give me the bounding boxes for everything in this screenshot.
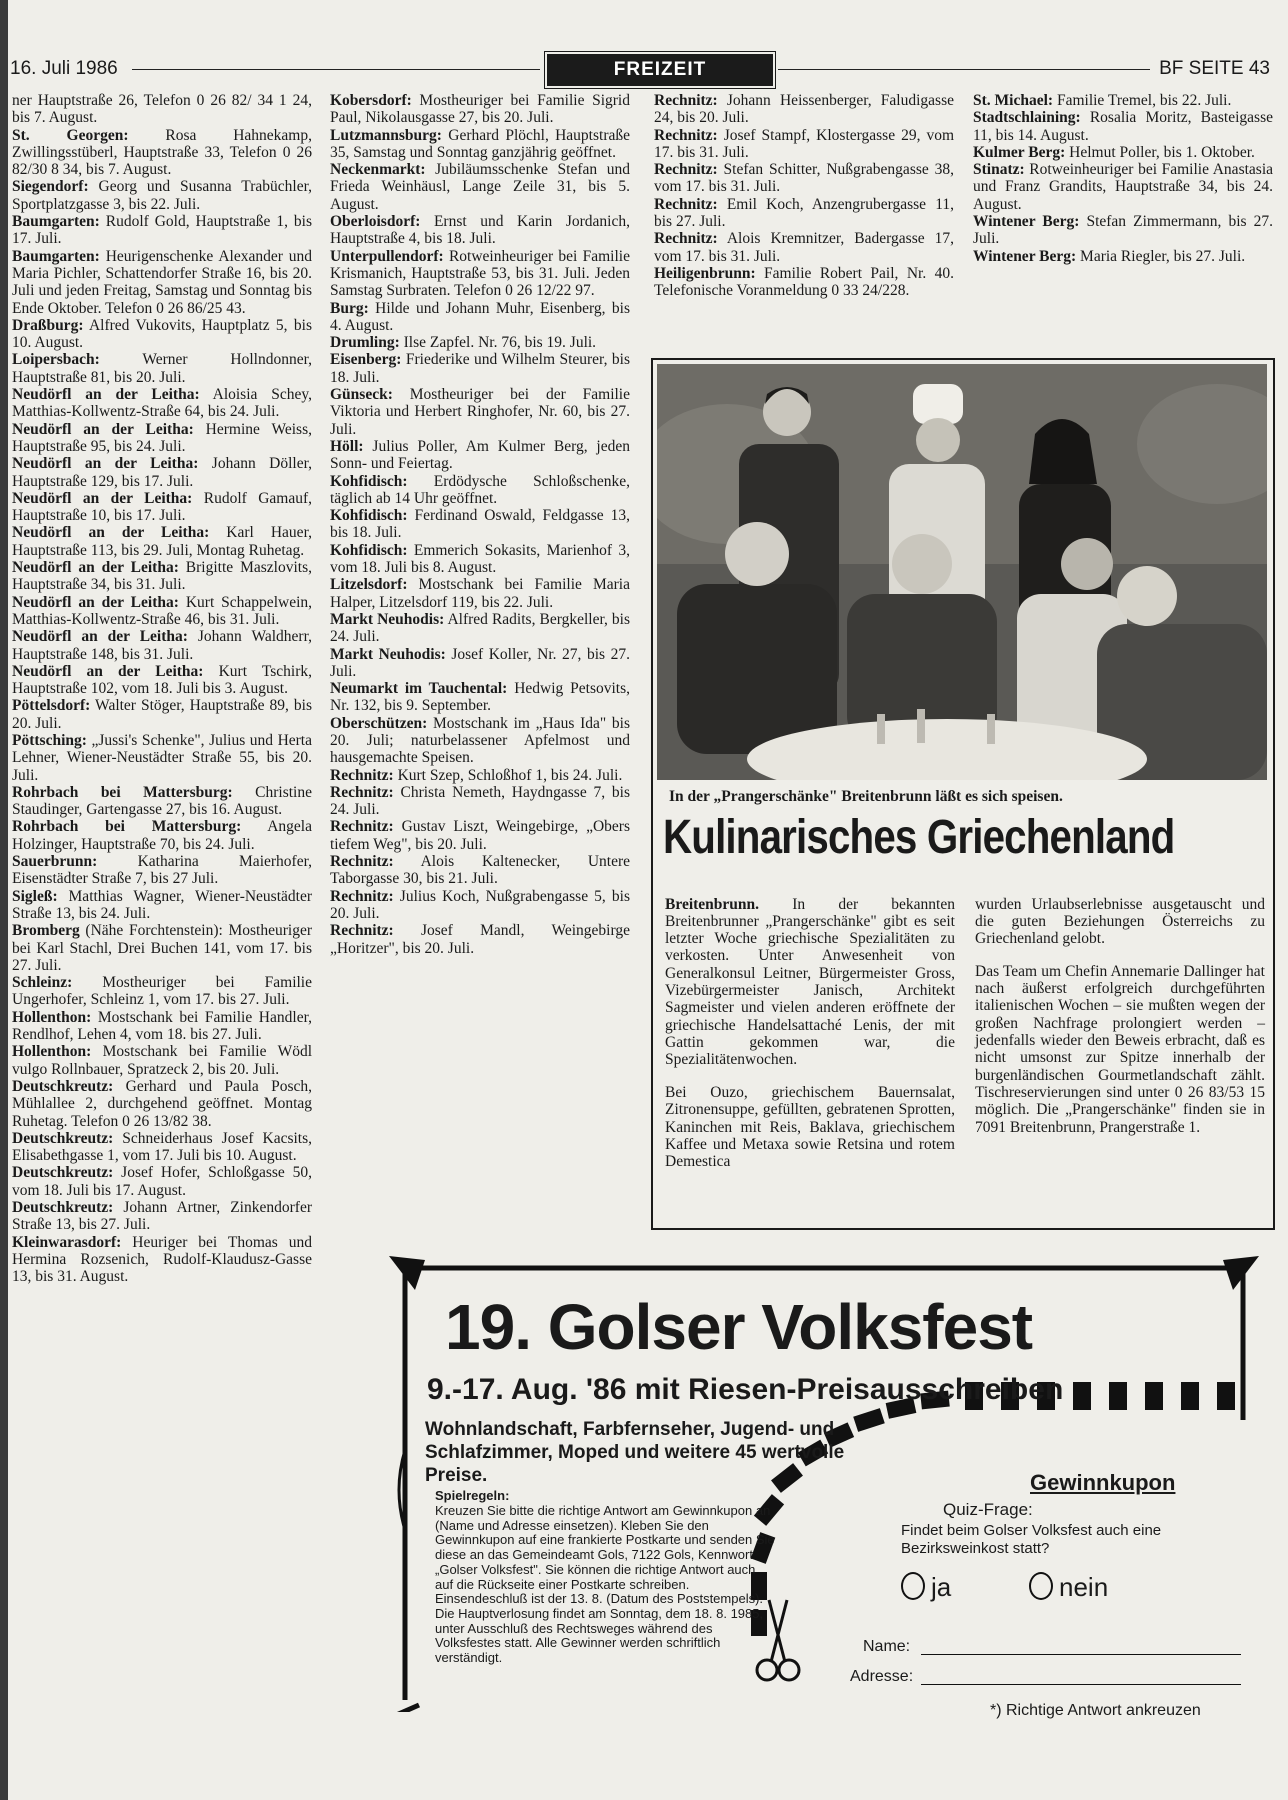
listing-entry [654, 196, 954, 231]
ad-subtitle: 9.-17. Aug. '86 mit Riesen-Preisausschreiben [427, 1373, 1064, 1406]
listing-entry [12, 317, 312, 352]
entry-place: Schleinz: [12, 974, 73, 992]
entry-details: Werner Hollndonner, Hauptstraße 81, bis 20. Juli. [12, 351, 312, 386]
listing-entry [973, 144, 1273, 161]
entry-details: Aloisia Schey, Matthias-Kollwentz-Straße 64, bis 24. Juli. [12, 386, 312, 421]
article-body-column-1 [665, 880, 955, 1186]
listing-entry [12, 1199, 312, 1234]
listing-entry [12, 697, 312, 732]
entry-details: Stefan Zimmermann, bis 27. Juli. [973, 213, 1273, 248]
article-box [651, 358, 1275, 1230]
entry-details: Friederike und Wilhelm Steurer, bis 18. Juli. [330, 351, 630, 386]
entry-place: Kohfidisch: [330, 541, 408, 559]
entry-place: Rechnitz: [330, 783, 394, 801]
listing-entry [330, 473, 630, 508]
entry-details: Katharina Maierhofer, Eisenstädter Straße 7, bis 27 Juli. [12, 853, 312, 888]
entry-details: Rosa Hahnekamp, Zwillingsstüberl, Hauptstraße 33, Telefon 0 26 82/30 8 34, bis 7. August. [12, 126, 312, 179]
entry-place: Sigleß: [12, 887, 58, 905]
option-yes-label: ja [931, 1572, 952, 1602]
entry-place: Kulmer Berg: [973, 143, 1066, 161]
entry-place: Baumgarten: [12, 213, 100, 231]
entry-place: St. Michael: [973, 92, 1054, 109]
listing-entry [12, 1009, 312, 1044]
listing-column-2 [330, 92, 630, 957]
entry-place: Sauerbrunn: [12, 853, 98, 871]
listing-entry [12, 248, 312, 317]
ad-prizes: Wohnlandschaft, Farbfernseher, Jugend- und Schlafzimmer, Moped und weitere 45 wertvolle Preise. [425, 1419, 845, 1486]
listing-entry [330, 542, 630, 577]
entry-place: Höll: [330, 437, 364, 455]
listing-entry [973, 248, 1273, 265]
entry-place: Loipersbach: [12, 351, 100, 369]
entry-place: Oberloisdorf: [330, 213, 421, 231]
entry-details: Angela Holzinger, Hauptstraße 70, bis 24. Juli. [12, 818, 312, 853]
coupon-footnote: *) Richtige Antwort ankreuzen [990, 1702, 1201, 1719]
entry-place: Neckenmarkt: [330, 161, 426, 179]
entry-place: Neudörfl an der Leitha: [12, 593, 179, 611]
listing-entry [12, 351, 312, 386]
entry-details: Christa Nemeth, Haydngasse 7, bis 24. Juli. [330, 783, 630, 819]
entry-place: Günseck: [330, 386, 393, 404]
entry-details: Brigitte Maszlovits, Hauptstraße 34, bis 31. Juli. [12, 559, 312, 594]
listing-entry [12, 732, 312, 784]
entry-place: Rechnitz: [654, 230, 718, 248]
entry-details: Alois Kaltenecker, Untere Taborgasse 30, bis 21. Juli. [330, 853, 630, 888]
article-photo [657, 364, 1267, 780]
entry-place: Bromberg [12, 922, 80, 940]
listing-entry [330, 853, 630, 888]
entry-details: Rotweinheuriger bei Familie Anastasia und Franz Grandits, Hauptstraße 34, bis 24. August. [973, 161, 1273, 213]
entry-place: Neudörfl an der Leitha: [12, 455, 199, 473]
listing-entry [12, 663, 312, 698]
address-input-line[interactable] [921, 1684, 1241, 1685]
entry-place: Kleinwarasdorf: [12, 1233, 122, 1251]
rules-heading: Spielregeln: [435, 1488, 510, 1503]
entry-details: Familie Tremel, bis 22. Juli. [1053, 92, 1232, 109]
radio-circle-icon [1029, 1572, 1053, 1600]
entry-place: Heiligenbrunn: [654, 264, 756, 282]
listing-entry [12, 784, 312, 819]
entry-details: Ernst und Karin Jordanich, Hauptstraße 4, bis 18. Juli. [330, 213, 630, 248]
listing-entry [12, 490, 312, 525]
entry-place: Pöttelsdorf: [12, 697, 91, 715]
listing-entry [12, 559, 312, 594]
entry-place: Wintener Berg: [973, 213, 1080, 231]
listing-entry [330, 646, 630, 681]
entry-details: Helmut Poller, bis 1. Oktober. [1065, 143, 1255, 161]
entry-details: Heuriger bei Thomas und Hermina Rozsenich, Rudolf-Klaudusz-Gasse 13, bis 31. August. [12, 1233, 312, 1286]
article-headline: Kulinarisches Griechenland [663, 811, 1175, 864]
listing-entry [12, 386, 312, 421]
entry-details: Mostheuriger bei Familie Ungerhofer, Schleinz 1, vom 17. bis 27. Juli. [12, 974, 312, 1009]
entry-place: Oberschützen: [330, 714, 428, 732]
entry-place: Draßburg: [12, 316, 84, 334]
entry-details: Johann Artner, Zinkendorfer Straße 13, bis 27. Juli. [12, 1199, 312, 1234]
entry-place: Hollenthon: [12, 1008, 92, 1026]
listing-entry [330, 161, 630, 213]
entry-place: Rechnitz: [654, 195, 718, 213]
entry-details: Karl Hauer, Hauptstraße 113, bis 29. Juli, Montag Ruhetag. [12, 524, 312, 559]
listing-entry [330, 438, 630, 473]
entry-place: Neudörfl an der Leitha: [12, 628, 188, 646]
entry-details: „Jussi's Schenke", Julius und Herta Lehner, Wiener-Neustädter Straße 55, bis 20. Juli. [12, 731, 312, 784]
listing-entry [12, 92, 312, 127]
entry-details: Julius Koch, Nußgrabengasse 5, bis 20. Juli. [330, 887, 630, 922]
listing-entry [12, 1164, 312, 1199]
quiz-label: Quiz-Frage: [943, 1500, 1033, 1519]
quiz-question: Findet beim Golser Volksfest auch eine Bezirksweinkost statt? [901, 1522, 1162, 1557]
entry-details: Josef Mandl, Weingebirge „Horitzer", bis 20. Juli. [330, 922, 630, 957]
entry-place: Eisenberg: [330, 351, 402, 369]
listing-entry [973, 161, 1273, 213]
entry-place: Neumarkt im Tauchental: [330, 680, 508, 698]
entry-details: Alois Kremnitzer, Badergasse 17, vom 17. bis 31. Juli. [654, 230, 954, 265]
entry-details: Kurt Tschirk, Hauptstraße 102, vom 18. Juli bis 3. August. [12, 662, 312, 698]
entry-place: Stadtschlaining: [973, 109, 1081, 127]
listing-entry [12, 974, 312, 1009]
entry-place: Kobersdorf: [330, 92, 412, 109]
entry-details: Mostschank bei Familie Maria Halper, Litzelsdorf 119, bis 22. Juli. [330, 576, 630, 611]
entry-details: Ferdinand Oswald, Feldgasse 13, bis 18. Juli. [330, 507, 630, 542]
entry-details: Das Team um Chefin Annemarie Dallinger hat nach äußerst erfolgreich durchgeführten italienischen Wochen – sie mußten wegen der großen Nachfrage prolongiert werden – jedenfalls wieder den Beweis erbracht, daß es nicht umsonst zur Spitze innerhalb der burgenländischen Gourmetlandschaft zählt. Tischreservierungen sind unter 0 26 83/53 15 möglich. Die „Prangerschänke" finden sie in 7091 Breitenbrunn, Prangerstraße 1. [975, 962, 1265, 1136]
listing-entry [330, 300, 630, 335]
entry-place: Deutschkreutz: [12, 1129, 114, 1147]
listing-entry [12, 818, 312, 853]
page-binding-edge [0, 0, 8, 1800]
listing-entry [330, 611, 630, 646]
radio-circle-icon [901, 1572, 925, 1600]
rules-text: Kreuzen Sie bitte die richtige Antwort am Gewinnkupon an (Name und Adresse einsetzen). Kleben Sie den Gewinnkupon auf eine frankierte Postkarte und senden Sie diese an das Gemeindeamt Gols, 7122 Gols, Kennwort „Golser Volksfest". Sie können die richtige Antwort auch auf die Rückseite einer Postkarte schreiben. Einsendeschluß ist der 13. 8. (Datum des Poststempels). Die Hauptverlosung findet am Sonntag, dem 18. 8. 1985, unter Ausschluß des Rechtsweges während des Volksfestes statt. Alle Gewinner werden schriftlich verständigt. [435, 1503, 775, 1666]
entry-place: Kohfidisch: [330, 507, 408, 525]
listing-entry [654, 161, 954, 196]
entry-details: Johann Döller, Hauptstraße 129, bis 17. Juli. [12, 455, 312, 490]
ad-title: 19. Golser Volksfest [445, 1291, 1033, 1363]
listing-column-3 [654, 92, 954, 300]
section-tag: FREIZEIT [547, 54, 773, 86]
listing-entry [12, 455, 312, 490]
listing-entry [12, 1234, 312, 1286]
listing-column-4 [973, 92, 1273, 265]
listing-entry [12, 853, 312, 888]
listing-entry [12, 524, 312, 559]
entry-place: Rohrbach bei Mattersburg: [12, 818, 242, 836]
entry-details: Maria Riegler, bis 27. Juli. [1076, 247, 1246, 265]
listing-entry [654, 230, 954, 265]
entry-details: Julius Poller, Am Kulmer Berg, jeden Sonn- und Feiertag. [330, 437, 630, 473]
listing-entry [330, 386, 630, 438]
entry-details: Walter Stöger, Hauptstraße 89, bis 20. Juli. [12, 697, 312, 732]
entry-place: Rechnitz: [654, 161, 718, 179]
entry-details: Gerhard Plöchl, Hauptstraße 35, Samstag und Sonntag ganzjährig geöffnet. [330, 126, 630, 161]
listing-entry [654, 127, 954, 162]
entry-details: Erdödysche Schloßschenke, täglich ab 14 Uhr geöffnet. [330, 472, 630, 507]
entry-place: Deutschkreutz: [12, 1199, 114, 1216]
entry-details: Mostschank bei Familie Wödl vulgo Rollnbauer, Spratzeck 2, bis 20. Juli. [12, 1043, 312, 1078]
entry-details: Stefan Schitter, Nußgrabengasse 38, vom 17. bis 31. Juli. [654, 161, 954, 196]
entry-details: Alfred Vukovits, Hauptplatz 5, bis 10. August. [12, 316, 312, 352]
page-number: BF SEITE 43 [1159, 58, 1270, 79]
listing-entry [665, 1084, 955, 1170]
listing-entry [973, 213, 1273, 248]
listing-entry [12, 127, 312, 179]
entry-place: Rechnitz: [330, 853, 394, 871]
entry-details: Christine Staudinger, Gartengasse 27, bis 16. August. [12, 783, 312, 819]
listing-entry [330, 127, 630, 162]
listing-entry [12, 421, 312, 456]
entry-details: Mostschank bei Familie Handler, Rendlhof, Lehen 4, vom 18. bis 27. Juli. [12, 1008, 312, 1044]
entry-place: Rechnitz: [330, 766, 394, 784]
entry-place: Siegendorf: [12, 178, 89, 196]
entry-place: Kohfidisch: [330, 472, 408, 490]
entry-place: Deutschkreutz: [12, 1077, 114, 1095]
listing-entry [12, 1130, 312, 1165]
entry-place: Rechnitz: [330, 922, 394, 940]
coupon-title: Gewinnkupon [1030, 1470, 1176, 1495]
entry-details: Gerhard und Paula Posch, Mühlallee 2, durchgehend geöffnet. Montag Ruhetag. Telefon 0 26 13/82 38. [12, 1077, 312, 1130]
entry-place: Neudörfl an der Leitha: [12, 662, 204, 680]
listing-entry [12, 213, 312, 248]
entry-details: Rudolf Gamauf, Hauptstraße 10, bis 17. Juli. [12, 489, 312, 525]
address-label: Adresse: [850, 1668, 914, 1685]
entry-place: Rechnitz: [330, 887, 394, 905]
listing-entry [12, 922, 312, 974]
listing-entry [975, 896, 1265, 948]
listing-entry [330, 680, 630, 715]
entry-details: Emil Koch, Anzengrubergasse 11, bis 27. Juli. [654, 195, 954, 231]
listing-entry [330, 334, 630, 351]
entry-details: Jubiläumsschenke Stefan und Frieda Weinhäusl, Lange Zeile 31, bis 5. August. [330, 161, 630, 213]
entry-details: Mostschank im „Haus Ida" bis 20. Juli; naturbelassener Apfelmost und hausgemachte Speisen. [330, 714, 630, 767]
entry-details: Rudolf Gold, Hauptstraße 1, bis 17. Juli. [12, 213, 312, 248]
entry-place: Stinatz: [973, 161, 1025, 179]
listing-entry [330, 248, 630, 300]
listing-entry [12, 594, 312, 629]
entry-details: Mostheuriger bei der Familie Viktoria und Herbert Ringhofer, Nr. 60, bis 27. Juli. [330, 386, 630, 438]
entry-details: Rotweinheuriger bei Familie Krismanich, Hauptstraße 53, bis 31. Juli. Jeden Samstag Surbraten. Telefon 0 26 12/22 97. [330, 247, 630, 300]
entry-details: In der bekannten Breitenbrunner „Prangerschänke" gibt es seit letzter Woche griechische Spezialitäten zu verkosten. Unter Anwesenheit von Generalkonsul Leitner, Bürgermeister Gross, Vizebürgermeister Janisch, Architekt Sagmeister und vielen anderen eröffnete der griechische Handelsattaché Lenis, der mit Gattin gekommen war, die Spezialitätenwochen. [665, 895, 955, 1069]
entry-details: Kurt Szep, Schloßhof 1, bis 24. Juli. [393, 766, 623, 784]
entry-place: Neudörfl an der Leitha: [12, 559, 179, 577]
entry-details: Ilse Zapfel. Nr. 76, bis 19. Juli. [399, 334, 597, 352]
entry-details: Johann Heissenberger, Faludigasse 24, bis 20. Juli. [654, 92, 954, 127]
volksfest-advertisement [375, 1250, 1273, 1719]
listing-entry [330, 784, 630, 819]
listing-entry [330, 351, 630, 386]
entry-place: Markt Neuhodis: [330, 610, 445, 628]
entry-place: Rechnitz: [330, 818, 394, 836]
entry-details: Mostheuriger bei Familie Sigrid Paul, Nikolausgasse 27, bis 20. Juli. [330, 92, 630, 127]
entry-place: Pöttsching: [12, 731, 87, 749]
photo-caption: In der „Prangerschänke" Breitenbrunn läßt es sich speisen. [669, 788, 1063, 805]
listing-entry [330, 888, 630, 923]
entry-place: Litzelsdorf: [330, 576, 408, 594]
entry-place: St. Georgen: [12, 126, 129, 144]
header-rule-right [778, 69, 1150, 70]
issue-date: 16. Juli 1986 [10, 58, 118, 79]
entry-details: Emmerich Sokasits, Marienhof 3, vom 18. Juli bis 8. August. [330, 541, 630, 577]
entry-details: Schneiderhaus Josef Kacsits, Elisabethgasse 1, vom 17. Juli bis 10. August. [12, 1129, 312, 1165]
entry-details: ner Hauptstraße 26, Telefon 0 26 82/ 34 1 24, bis 7. August. [12, 92, 312, 127]
article-body-column-2 [975, 880, 1265, 1151]
listing-column-1 [12, 92, 312, 1285]
option-no-checkbox[interactable] [1029, 1572, 1108, 1603]
listing-entry [330, 576, 630, 611]
listing-entry [12, 888, 312, 923]
entry-place: Rechnitz: [654, 126, 718, 144]
entry-details: Familie Robert Pail, Nr. 40. Telefonische Voranmeldung 0 33 24/228. [654, 264, 954, 300]
entry-details: Josef Stampf, Klostergasse 29, vom 17. bis 31. Juli. [654, 126, 954, 161]
entry-place: Baumgarten: [12, 247, 100, 265]
listing-entry [654, 92, 954, 127]
listing-entry [330, 818, 630, 853]
listing-entry [12, 178, 312, 213]
entry-details: Kurt Schappelwein, Matthias-Kollwentz-Straße 46, bis 31. Juli. [12, 593, 313, 628]
entry-place: Lutzmannsburg: [330, 126, 442, 144]
listing-entry [12, 1078, 312, 1130]
entry-place: Drumling: [330, 334, 400, 352]
entry-details: Gustav Liszt, Weingebirge, „Obers tiefem Weg", bis 20. Juli. [330, 818, 630, 853]
entry-place: Rohrbach bei Mattersburg: [12, 783, 233, 801]
name-label: Name: [863, 1638, 911, 1655]
entry-place: Neudörfl an der Leitha: [12, 420, 194, 438]
entry-details: Josef Koller, Nr. 27, bis 27. Juli. [330, 645, 630, 680]
page-header [10, 54, 1270, 86]
entry-details: Rosalia Moritz, Basteigasse 11, bis 14. August. [973, 109, 1273, 144]
listing-entry [330, 507, 630, 542]
entry-details: Hilde und Johann Muhr, Eisenberg, bis 4. August. [330, 299, 630, 334]
entry-details: Alfred Radits, Bergkeller, bis 24. Juli. [330, 610, 631, 646]
listing-entry [12, 628, 312, 663]
entry-details: Bei Ouzo, griechischem Bauernsalat, Zitronensuppe, gefüllten, gebratenen Sprotten, Kaninchen mit Reis, Baklava, griechischem Kaffee und Metaxa sowie Retsina und rotem Demestica [665, 1083, 955, 1171]
listing-entry [975, 963, 1265, 1136]
entry-details: Hedwig Petsovits, Nr. 132, bis 9. September. [330, 680, 630, 715]
listing-entry [330, 92, 630, 127]
entry-place: Markt Neuhodis: [330, 645, 446, 663]
entry-place: Neudörfl an der Leitha: [12, 489, 193, 507]
entry-details: Georg und Susanna Trabüchler, Sportplatzgasse 3, bis 22. Juli. [12, 178, 312, 213]
entry-place: Neudörfl an der Leitha: [12, 524, 210, 542]
listing-entry [973, 109, 1273, 144]
header-rule-left [132, 69, 540, 70]
entry-place: Burg: [330, 299, 369, 317]
entry-details: Heurigenschenke Alexander und Maria Pichler, Schattendorfer Straße 16, bis 20. Juli und jeden Freitag, Samstag und Sonntag bis Ende Oktober. Telefon 0 26 86/25 43. [12, 247, 312, 317]
option-yes-checkbox[interactable] [901, 1572, 951, 1603]
listing-entry [973, 92, 1273, 109]
entry-details: (Nähe Forchtenstein): Mostheuriger bei Karl Stachl, Drei Buchen 141, vom 17. bis 27. Juli. [12, 922, 312, 974]
listing-entry [330, 922, 630, 957]
listing-entry [654, 265, 954, 300]
listing-entry [665, 896, 955, 1069]
entry-place: Neudörfl an der Leitha: [12, 386, 200, 404]
option-no-label: nein [1059, 1572, 1109, 1602]
entry-place: Wintener Berg: [973, 247, 1077, 265]
entry-place: Breitenbrunn. [665, 895, 760, 913]
listing-entry [12, 1043, 312, 1078]
entry-details: Josef Hofer, Schloßgasse 50, vom 18. Juli bis 17. August. [12, 1164, 312, 1199]
entry-details: Matthias Wagner, Wiener-Neustädter Straße 13, bis 24. Juli. [12, 887, 312, 922]
restaurant-group-photo [657, 364, 1267, 780]
entry-place: Deutschkreutz: [12, 1164, 114, 1182]
entry-place: Rechnitz: [654, 92, 718, 109]
entry-details: Hermine Weiss, Hauptstraße 95, bis 24. Juli. [12, 420, 312, 455]
entry-place: Unterpullendorf: [330, 247, 444, 265]
entry-details: Johann Waldherr, Hauptstraße 148, bis 31. Juli. [12, 628, 312, 663]
listing-entry [330, 715, 630, 767]
listing-entry [330, 767, 630, 784]
listing-entry [330, 213, 630, 248]
entry-place: Hollenthon: [12, 1043, 92, 1061]
entry-details: wurden Urlaubserlebnisse ausgetauscht und die guten Beziehungen Österreichs zu Griechenland gelobt. [975, 895, 1265, 948]
name-input-line[interactable] [921, 1654, 1241, 1655]
